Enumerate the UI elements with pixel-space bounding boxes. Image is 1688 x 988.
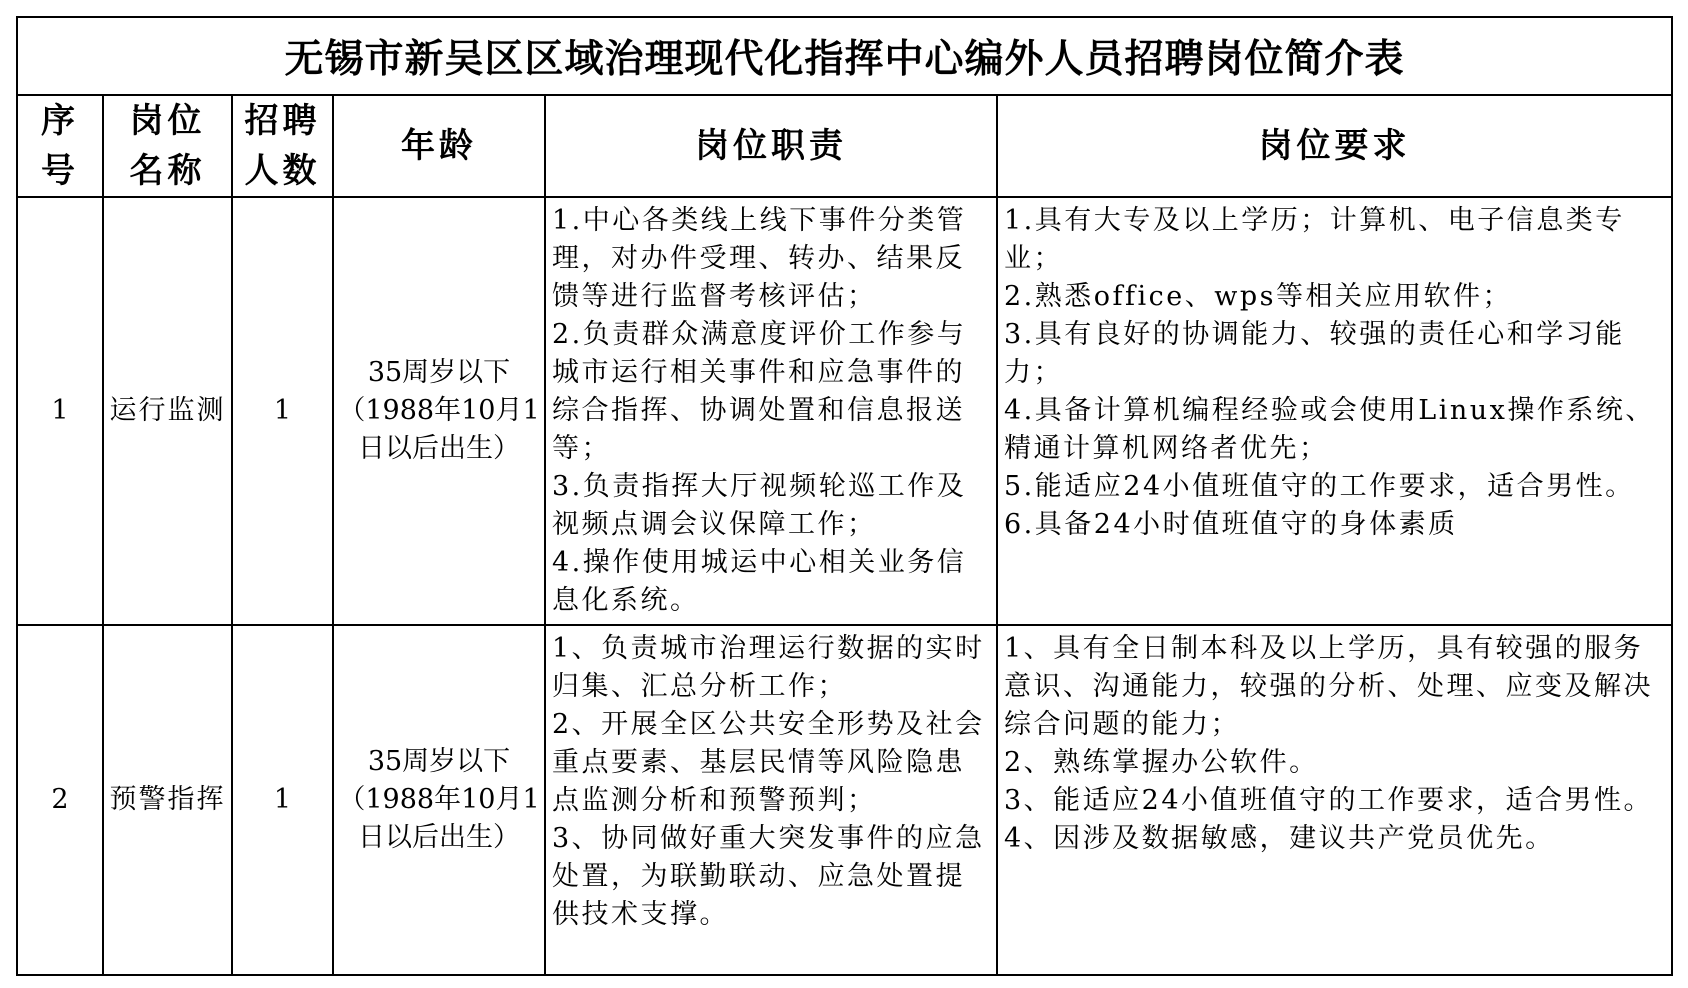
header-seq xyxy=(17,95,103,197)
row-count: 1 xyxy=(232,197,333,625)
header-position-line2: 名称 xyxy=(129,151,206,191)
row-age xyxy=(333,625,545,975)
row-position: 预警指挥 xyxy=(103,625,232,975)
row-age-line2: （1988年10月1 xyxy=(338,395,540,426)
row-duties: 1、负责城市治理运行数据的实时归集、汇总分析工作； 2、开展全区公共安全形势及社会重点要素、基层民情等风险隐患点监测分析和预警预判； 3、协同做好重大突发事件的应急处置，为联勤联动、应急处置提供技术支撑。 xyxy=(545,625,997,975)
row-seq: 2 xyxy=(17,625,103,975)
row-duties: 1.中心各类线上线下事件分类管理，对办件受理、转办、结果反馈等进行监督考核评估； 2.负责群众满意度评价工作参与城市运行相关事件和应急事件的综合指挥、协调处置和信息报送等； 3.负责指挥大厅视频轮巡工作及视频点调会议保障工作； 4.操作使用城运中心相关业务信息化系统。 xyxy=(545,197,997,625)
table-row xyxy=(17,625,1672,975)
header-age: 年龄 xyxy=(333,95,545,197)
row-age-line3: 日以后出生） xyxy=(358,433,520,464)
header-position xyxy=(103,95,232,197)
header-duties: 岗位职责 xyxy=(545,95,997,197)
row-age-line1: 35周岁以下 xyxy=(367,357,511,388)
recruitment-table-frame xyxy=(16,16,1671,973)
row-age-line2: （1988年10月1 xyxy=(338,784,540,815)
header-count-line2: 人数 xyxy=(244,151,321,191)
recruitment-table xyxy=(16,16,1673,976)
title-row xyxy=(17,17,1672,95)
header-count-line1: 招聘 xyxy=(244,101,321,141)
row-age-line3: 日以后出生） xyxy=(358,822,520,853)
row-age-line1: 35周岁以下 xyxy=(367,746,511,777)
table-row xyxy=(17,197,1672,625)
row-seq: 1 xyxy=(17,197,103,625)
row-age xyxy=(333,197,545,625)
header-count xyxy=(232,95,333,197)
header-requirements: 岗位要求 xyxy=(997,95,1672,197)
header-seq-line1: 序 xyxy=(41,101,79,141)
row-requirements: 1、具有全日制本科及以上学历，具有较强的服务意识、沟通能力，较强的分析、处理、应变及解决综合问题的能力； 2、熟练掌握办公软件。 3、能适应24小值班值守的工作要求，适合男性。 4、因涉及数据敏感，建议共产党员优先。 xyxy=(997,625,1672,975)
header-position-line1: 岗位 xyxy=(129,101,206,141)
row-count: 1 xyxy=(232,625,333,975)
row-requirements: 1.具有大专及以上学历；计算机、电子信息类专业； 2.熟悉office、wps等相关应用软件； 3.具有良好的协调能力、较强的责任心和学习能力； 4.具备计算机编程经验或会使用Linux操作系统、精通计算机网络者优先； 5.能适应24小值班值守的工作要求，适合男性。 6.具备24小时值班值守的身体素质 xyxy=(997,197,1672,625)
header-row xyxy=(17,95,1672,197)
header-seq-line2: 号 xyxy=(41,151,79,191)
table-title: 无锡市新吴区区域治理现代化指挥中心编外人员招聘岗位简介表 xyxy=(17,17,1672,95)
row-position: 运行监测 xyxy=(103,197,232,625)
